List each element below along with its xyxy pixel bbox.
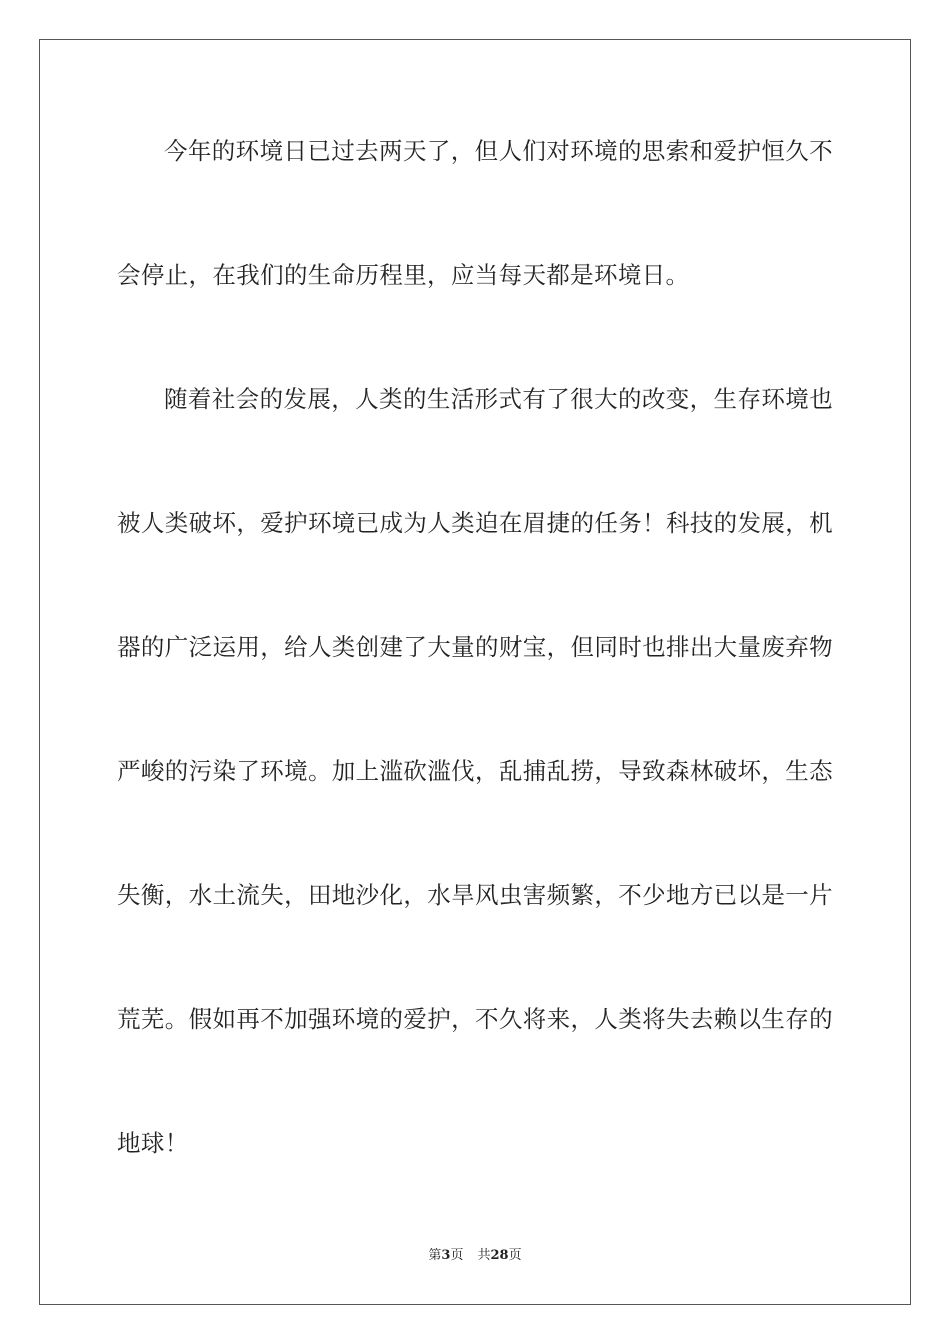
paragraph-1-line-2: 会停止，在我们的生命历程里，应当每天都是环境日。 — [117, 261, 690, 289]
page-number: 3 — [441, 1248, 451, 1263]
paragraph-2-line-6: 荒芜。假如再不加强环境的爱护，不久将来，人类将失去赖以生存的 — [117, 1005, 833, 1033]
total-pages: 28 — [490, 1248, 509, 1263]
total-suffix: 页 — [508, 1248, 522, 1263]
page-footer — [0, 1246, 950, 1266]
page-suffix: 页 — [450, 1248, 464, 1263]
page-border — [39, 39, 911, 1305]
paragraph-2-line-5: 失衡，水土流失，田地沙化，水旱风虫害频繁，不少地方已以是一片 — [117, 881, 833, 909]
page-prefix: 第 — [428, 1248, 442, 1263]
paragraph-2-line-3: 器的广泛运用，给人类创建了大量的财宝，但同时也排出大量废弃物 — [117, 633, 833, 661]
paragraph-2-line-1: 随着社会的发展，人类的生活形式有了很大的改变，生存环境也 — [164, 385, 833, 413]
paragraph-2-line-7: 地球！ — [117, 1129, 189, 1157]
paragraph-2-line-4: 严峻的污染了环境。加上滥砍滥伐，乱捕乱捞，导致森林破坏，生态 — [117, 757, 833, 785]
paragraph-2-line-2: 被人类破坏，爱护环境已成为人类迫在眉捷的任务！科技的发展，机 — [117, 509, 833, 537]
total-prefix: 共 — [477, 1248, 491, 1263]
paragraph-1-line-1: 今年的环境日已过去两天了，但人们对环境的思索和爱护恒久不 — [164, 137, 833, 165]
